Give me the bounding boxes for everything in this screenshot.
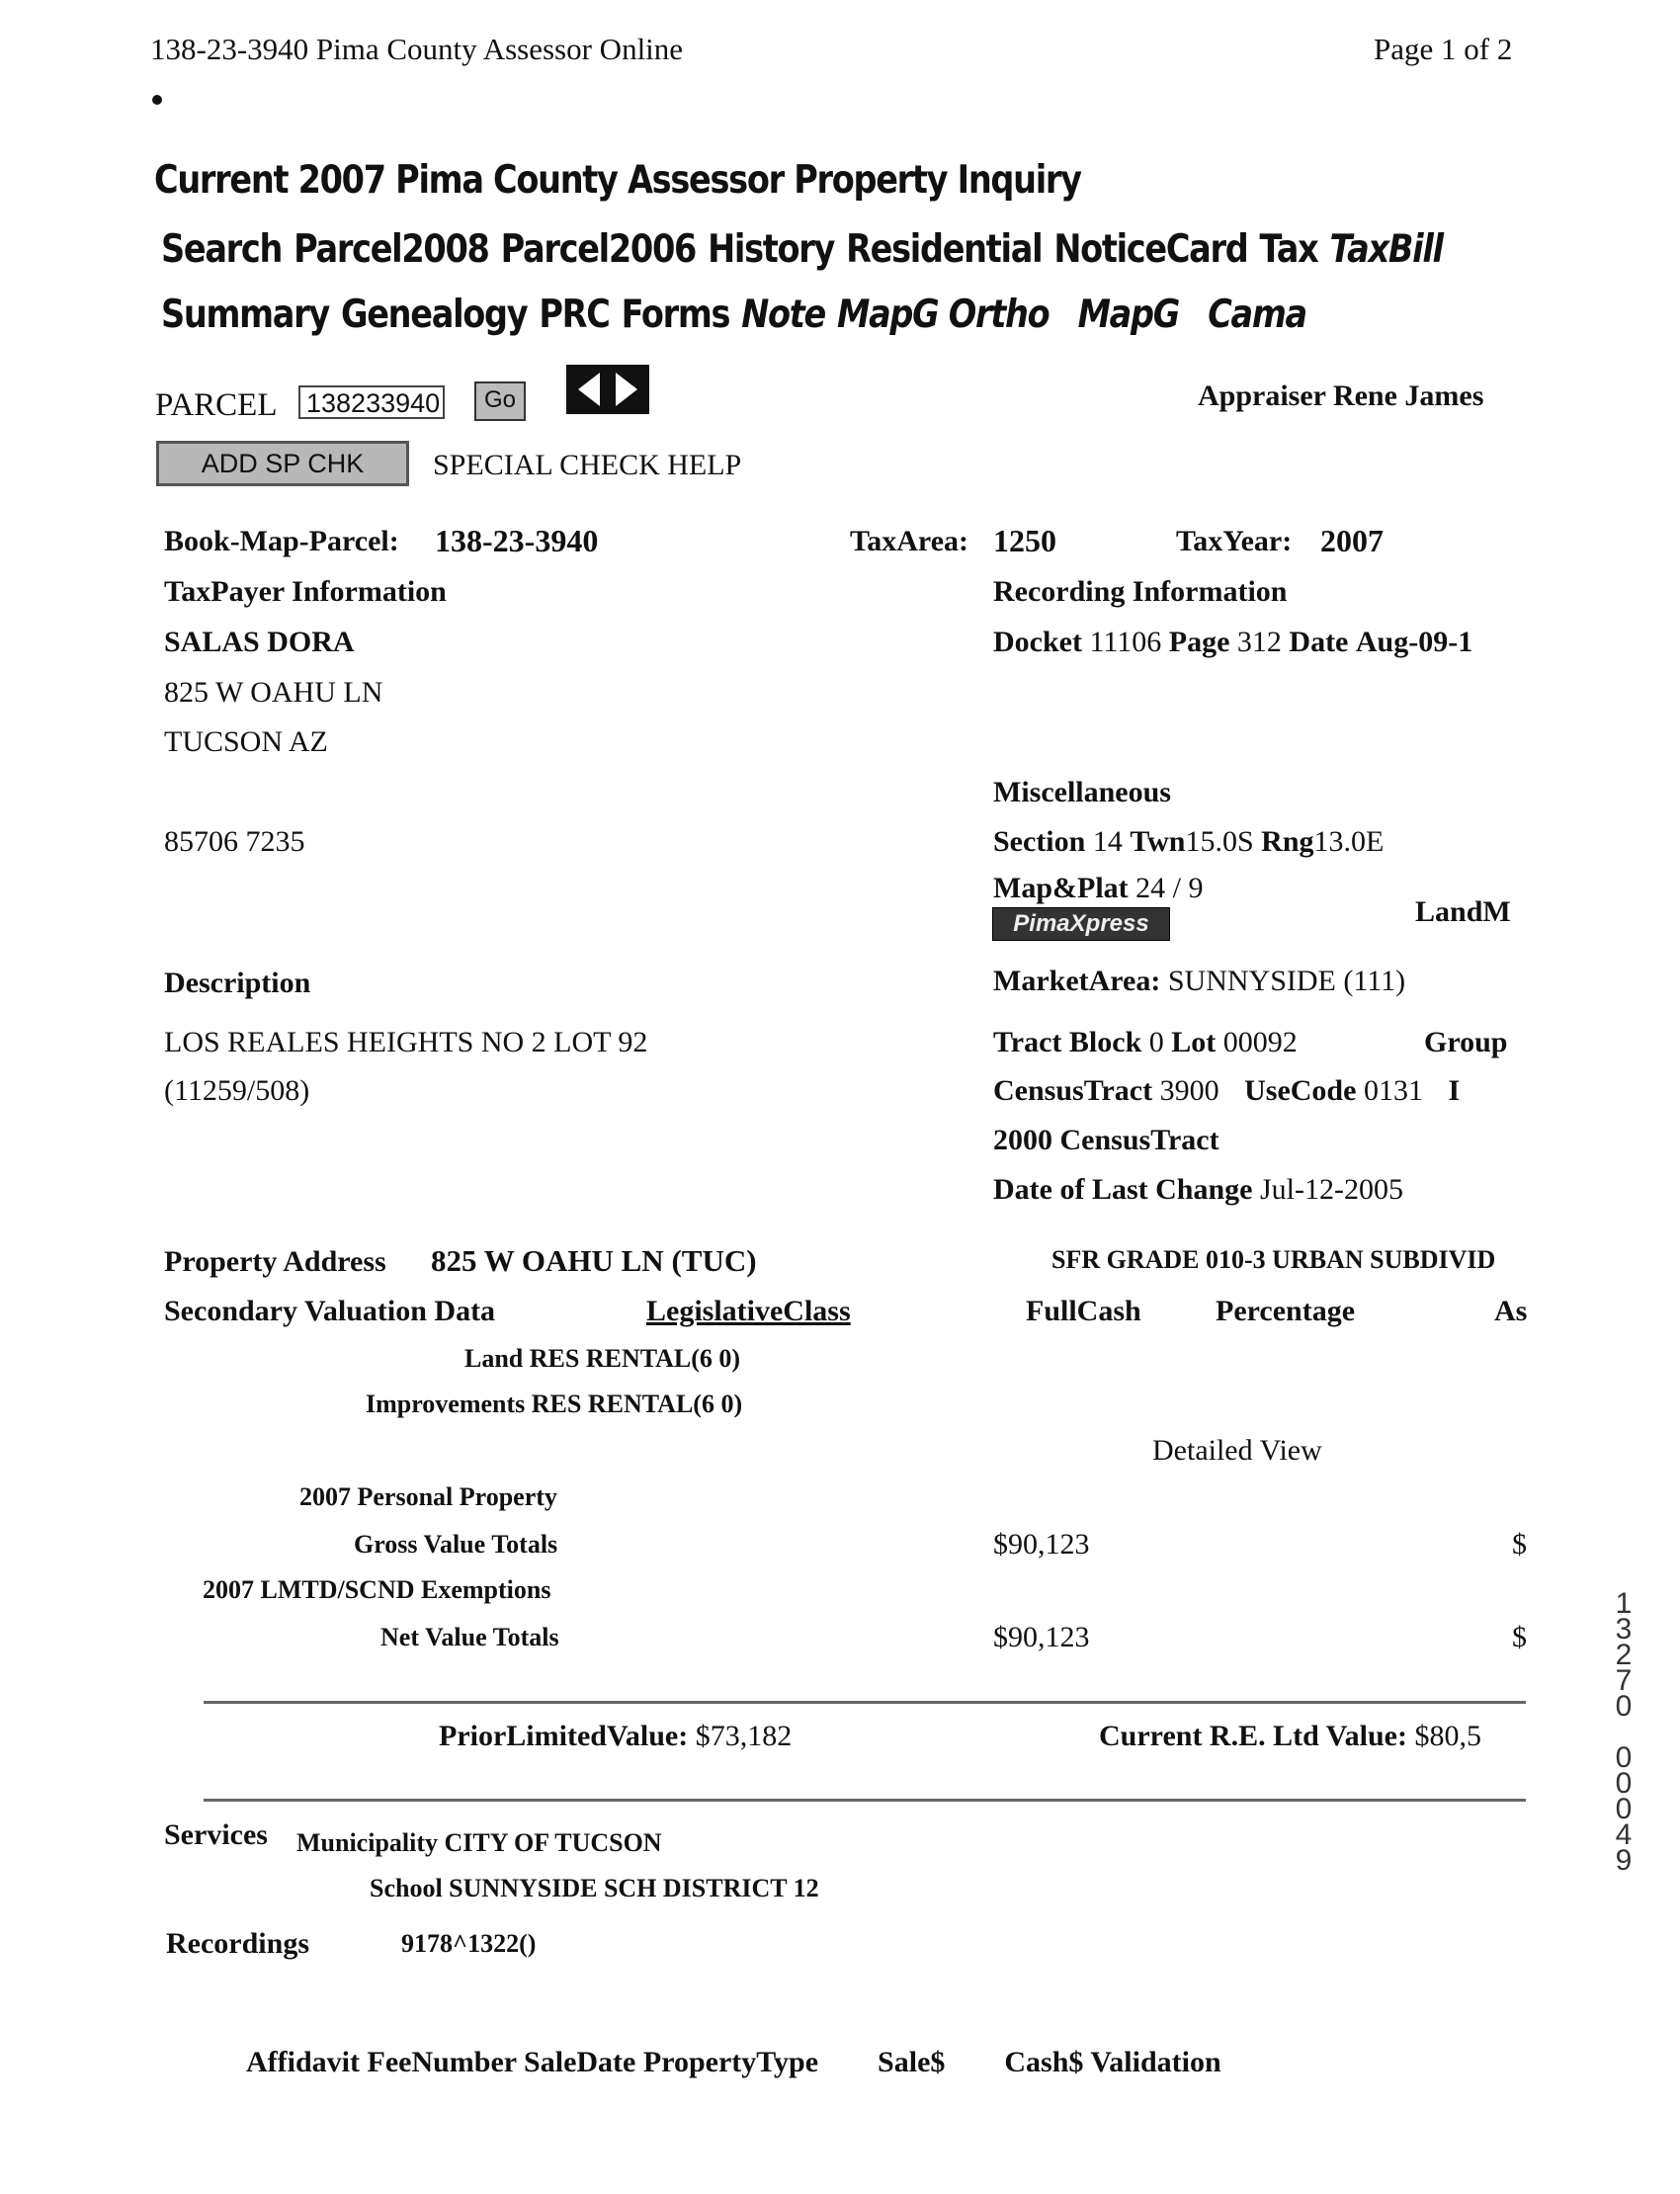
divider-1 bbox=[204, 1701, 1526, 1704]
net-value-label: Net Value Totals bbox=[380, 1623, 559, 1651]
go-button[interactable]: Go bbox=[474, 381, 526, 421]
nav-noticecard[interactable]: NoticeCard bbox=[1053, 227, 1248, 272]
date-value: Aug-09-1 bbox=[1355, 626, 1473, 658]
taxpayer-heading: TaxPayer Information bbox=[164, 575, 447, 608]
arrow-icons bbox=[566, 365, 649, 414]
stamp-digit: 9 bbox=[1615, 1844, 1633, 1877]
col-legislative-class: LegislativeClass bbox=[646, 1295, 851, 1327]
nav-cama[interactable]: Cama bbox=[1208, 293, 1306, 337]
special-check-help-link[interactable]: SPECIAL CHECK HELP bbox=[433, 449, 742, 481]
nav-row-1 bbox=[161, 227, 1455, 272]
page-header-left: 138-23-3940 Pima County Assessor Online bbox=[150, 32, 684, 66]
prev-arrow-icon[interactable] bbox=[578, 373, 600, 406]
nav-search[interactable]: Search bbox=[161, 227, 283, 272]
municipality: Municipality CITY OF TUCSON bbox=[296, 1828, 662, 1857]
nav-prc[interactable]: PRC bbox=[539, 293, 610, 337]
divider-2 bbox=[204, 1799, 1526, 1802]
prior-limited-label: PriorLimitedValue: bbox=[439, 1720, 689, 1752]
usecode-trail: I bbox=[1448, 1074, 1461, 1107]
parcel-input[interactable]: 138233940 bbox=[298, 385, 445, 419]
census2000-label: 2000 CensusTract bbox=[993, 1124, 1219, 1156]
stamp-digit: 2 bbox=[1615, 1639, 1633, 1671]
add-sp-chk-button[interactable]: ADD SP CHK bbox=[156, 441, 409, 486]
col-as: As bbox=[1494, 1295, 1528, 1327]
lastchange-line bbox=[993, 1173, 1403, 1207]
census-line bbox=[993, 1074, 1460, 1108]
page-value: 312 bbox=[1236, 626, 1282, 658]
improvements-class: Improvements RES RENTAL(6 0) bbox=[366, 1390, 743, 1418]
next-arrow-icon[interactable] bbox=[616, 373, 637, 406]
bmp-value: 138-23-3940 bbox=[435, 523, 599, 558]
docket-value: 11106 bbox=[1089, 626, 1162, 658]
lastchange-label: Date of Last Change bbox=[993, 1173, 1253, 1206]
page-title: Current 2007 Pima County Assessor Property Inquiry bbox=[154, 158, 1081, 203]
nav-row-2 bbox=[161, 293, 1318, 337]
nav-forms[interactable]: Forms bbox=[621, 293, 730, 337]
lastchange-value: Jul-12-2005 bbox=[1260, 1173, 1403, 1206]
nav-summary[interactable]: Summary bbox=[161, 293, 329, 337]
personal-property-label: 2007 Personal Property bbox=[299, 1482, 557, 1511]
stamp-digit: 0 bbox=[1615, 1793, 1633, 1825]
censustract-value: 3900 bbox=[1159, 1074, 1219, 1107]
nav-parcel2008[interactable]: Parcel2008 bbox=[294, 227, 489, 272]
appraiser: Appraiser Rene James bbox=[1198, 380, 1484, 412]
block-value: 0 bbox=[1148, 1026, 1164, 1058]
stamp-digit: 0 bbox=[1615, 1741, 1633, 1774]
recordings-heading: Recordings bbox=[166, 1927, 309, 1960]
nav-genealogy[interactable]: Genealogy bbox=[340, 293, 528, 337]
page-label: Page bbox=[1168, 626, 1230, 658]
nav-history[interactable]: History bbox=[708, 227, 835, 272]
pimaxpress-button[interactable]: PimaXpress bbox=[992, 907, 1170, 941]
services-heading: Services bbox=[164, 1818, 268, 1851]
tract-line bbox=[993, 1026, 1298, 1059]
net-value-trunc: $ bbox=[1512, 1621, 1527, 1653]
block-label: Block bbox=[1068, 1026, 1142, 1058]
current-ltd-value: $80,5 bbox=[1414, 1720, 1481, 1752]
mapplat-line bbox=[993, 872, 1203, 905]
marketarea-value: SUNNYSIDE (111) bbox=[1167, 965, 1406, 997]
stamp-digit: 3 bbox=[1615, 1613, 1633, 1646]
nav-mapg-ortho[interactable]: MapG Ortho bbox=[836, 293, 1050, 337]
misc-heading: Miscellaneous bbox=[993, 776, 1171, 808]
bullet-dot bbox=[152, 95, 162, 105]
marketarea-line bbox=[993, 965, 1405, 998]
nav-note[interactable]: Note bbox=[741, 293, 825, 337]
property-address-label: Property Address bbox=[164, 1245, 386, 1278]
parcel-label: PARCEL bbox=[155, 387, 278, 423]
affidavit-header: Affidavit FeeNumber SaleDate PropertyType Sale$ Cash$ Validation bbox=[246, 2046, 1221, 2078]
gross-value-label: Gross Value Totals bbox=[354, 1530, 558, 1559]
property-grade: SFR GRADE 010-3 URBAN SUBDIVID bbox=[1051, 1245, 1496, 1274]
detailed-view-link[interactable]: Detailed View bbox=[1152, 1434, 1322, 1467]
taxpayer-zip: 85706 7235 bbox=[164, 825, 305, 858]
valuation-heading: Secondary Valuation Data bbox=[164, 1295, 496, 1327]
col-fullcash: FullCash bbox=[1026, 1295, 1141, 1327]
nav-residential[interactable]: Residential bbox=[846, 227, 1043, 272]
date-label: Date bbox=[1289, 626, 1349, 658]
landm-label: LandM bbox=[1415, 895, 1511, 928]
group-label: Group bbox=[1424, 1026, 1508, 1058]
net-value: $90,123 bbox=[993, 1621, 1090, 1653]
twn-value: 15.0S bbox=[1185, 825, 1254, 858]
lot-value: 00092 bbox=[1222, 1026, 1298, 1058]
rng-value: 13.0E bbox=[1313, 825, 1385, 858]
prior-limited-value: $73,182 bbox=[695, 1720, 793, 1752]
nav-parcel2006[interactable]: Parcel2006 bbox=[500, 227, 697, 272]
nav-tax[interactable]: Tax bbox=[1259, 227, 1318, 272]
taxpayer-name: SALAS DORA bbox=[164, 626, 355, 658]
page-header-right: Page 1 of 2 bbox=[1374, 32, 1513, 66]
recording-heading: Recording Information bbox=[993, 575, 1288, 608]
exemptions-label: 2007 LMTD/SCND Exemptions bbox=[203, 1575, 551, 1604]
section-line bbox=[993, 825, 1384, 859]
lot-label: Lot bbox=[1171, 1026, 1217, 1058]
taxarea-value: 1250 bbox=[993, 523, 1056, 558]
description-line-1: LOS REALES HEIGHTS NO 2 LOT 92 bbox=[164, 1026, 648, 1058]
stamp-digit: 0 bbox=[1615, 1690, 1633, 1723]
nav-mapg[interactable]: MapG bbox=[1077, 293, 1179, 337]
docket-label: Docket bbox=[993, 626, 1082, 658]
usecode-value: 0131 bbox=[1363, 1074, 1423, 1107]
tract-label: Tract bbox=[993, 1026, 1062, 1058]
stamp-digit: 1 bbox=[1615, 1587, 1633, 1620]
description-line-2: (11259/508) bbox=[164, 1074, 310, 1107]
prior-limited-line bbox=[439, 1720, 792, 1753]
taxyear-label: TaxYear: bbox=[1176, 525, 1293, 557]
section-value: 14 bbox=[1092, 825, 1123, 858]
current-ltd-line bbox=[1099, 1720, 1481, 1753]
property-address-value: 825 W OAHU LN (TUC) bbox=[431, 1243, 757, 1278]
mapplat-label: Map&Plat bbox=[993, 872, 1129, 904]
recordings-value[interactable]: 9178^1322() bbox=[401, 1929, 537, 1958]
mapplat-value: 24 / 9 bbox=[1135, 872, 1204, 904]
land-class: Land RES RENTAL(6 0) bbox=[464, 1344, 741, 1373]
marketarea-label: MarketArea: bbox=[993, 965, 1161, 997]
prev-next-arrows bbox=[566, 365, 649, 414]
censustract-label: CensusTract bbox=[993, 1074, 1153, 1107]
twn-label: Twn bbox=[1130, 825, 1186, 858]
bmp-label: Book-Map-Parcel: bbox=[164, 525, 399, 557]
school: School SUNNYSIDE SCH DISTRICT 12 bbox=[370, 1874, 819, 1902]
taxpayer-city: TUCSON AZ bbox=[164, 725, 328, 758]
vertical-stamp bbox=[1609, 1587, 1638, 1877]
stamp-digit: 4 bbox=[1615, 1818, 1633, 1851]
taxarea-label: TaxArea: bbox=[850, 525, 968, 557]
gross-value: $90,123 bbox=[993, 1528, 1090, 1561]
description-heading: Description bbox=[164, 967, 311, 999]
taxpayer-street: 825 W OAHU LN bbox=[164, 676, 383, 709]
stamp-digit: 0 bbox=[1615, 1767, 1633, 1800]
current-ltd-label: Current R.E. Ltd Value: bbox=[1099, 1720, 1407, 1752]
recording-line bbox=[993, 626, 1472, 659]
usecode-label: UseCode bbox=[1244, 1074, 1357, 1107]
stamp-digit: 7 bbox=[1615, 1664, 1633, 1697]
section-label: Section bbox=[993, 825, 1086, 858]
taxyear-value: 2007 bbox=[1320, 523, 1384, 558]
nav-taxbill[interactable]: TaxBill bbox=[1329, 227, 1443, 272]
rng-label: Rng bbox=[1261, 825, 1314, 858]
col-percentage: Percentage bbox=[1216, 1295, 1356, 1327]
gross-value-trunc: $ bbox=[1512, 1528, 1527, 1561]
